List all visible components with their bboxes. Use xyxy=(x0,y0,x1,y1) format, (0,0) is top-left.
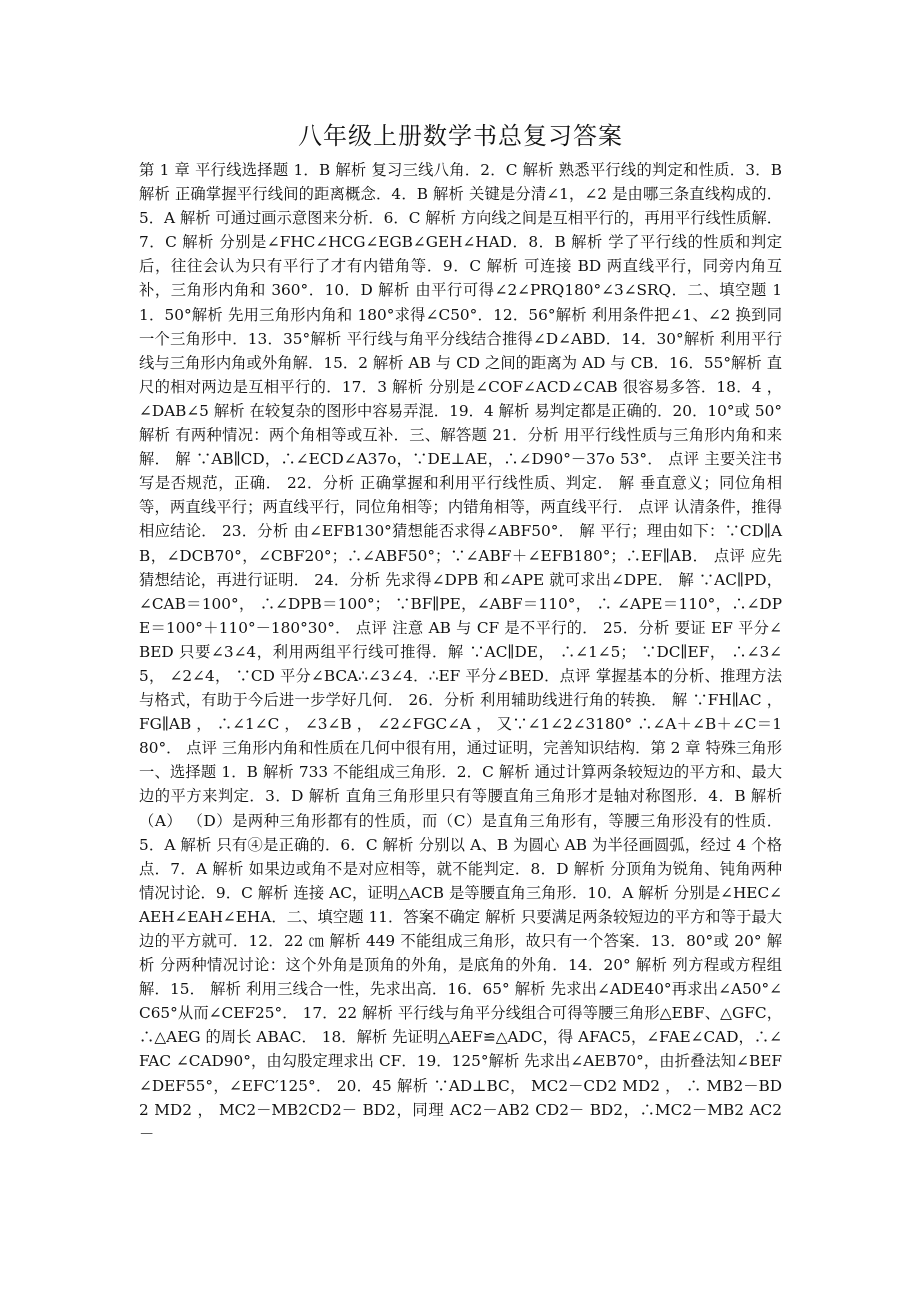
document-body: 第 1 章 平行线选择题 1．B 解析 复习三线八角．2．C 解析 熟悉平行线的判定和性质．3．B 解析 正确掌握平行线间的距离概念．4．B 解析 关键是分清∠1，∠2 是由哪三条直线构成的．5．A 解析 可通过画示意图来分析．6．C 解析 方向线之间是互相平行的，再用平行线性质解．7．C 解析 分别是∠FHC∠HCG∠EGB∠GEH∠HAD．8．B 解析 学了平行线的性质和判定后，往往会认为只有平行了才有内错角等．9．C 解析 可连接 BD 两直线平行，同旁内角互补，三角形内角和 360°．10．D 解析 由平行可得∠2∠PRQ180°∠3∠SRQ．二、填空题 11．50°解析 先用三角形内角和 180°求得∠C50°．12．56°解析 利用条件把∠1、∠2 换到同一个三角形中．13．35°解析 平行线与角平分线结合推得∠D∠ABD．14．30°解析 利用平行线与三角形内角或外角解．15．2 解析 AB 与 CD 之间的距离为 AD 与 CB．16．55°解析 直尺的相对两边是互相平行的．17．3 解析 分别是∠COF∠ACD∠CAB 很容易多答．18．4 ，∠DAB∠5 解析 在较复杂的图形中容易弄混．19．4 解析 易判定都是正确的．20．10°或 50°解析 有两种情况：两个角相等或互补．三、解答题 21．分析 用平行线性质与三角形内角和来解． 解 ∵AB∥CD，∴∠ECD∠A37o，∵DE⊥AE，∴∠D90°－37o 53°． 点评 主要关注书写是否规范，正确． 22．分析 正确掌握和利用平行线性质、判定． 解 垂直意义；同位角相等，两直线平行；两直线平行，同位角相等；内错角相等，两直线平行． 点评 认清条件，推得相应结论． 23．分析 由∠EFB130°猜想能否求得∠ABF50°． 解 平行；理由如下：∵CD∥AB，∠DCB70°，∠CBF20°；∴∠ABF50°；∵∠ABF＋∠EFB180°；∴EF∥AB． 点评 应先猜想结论，再进行证明． 24．分析 先求得∠DPB 和∠APE 就可求出∠DPE． 解 ∵AC∥PD， ∠CAB＝100°， ∴∠DPB＝100°； ∵BF∥PE，∠ABF＝110°， ∴ ∠APE＝110°，∴∠DPE＝100°＋110°－180°30°． 点评 注意 AB 与 CF 是不平行的． 25．分析 要证 EF 平分∠BED 只要∠3∠4，利用两组平行线可推得．解 ∵AC∥DE， ∴∠1∠5； ∵DC∥EF， ∴∠3∠5， ∠2∠4， ∵CD 平分∠BCA∴∠3∠4．∴EF 平分∠BED．点评 掌握基本的分析、推理方法与格式，有助于今后进一步学好几何． 26．分析 利用辅助线进行角的转换． 解 ∵FH∥AC ， FG∥AB ， ∴∠1∠C ， ∠3∠B ， ∠2∠FGC∠A ， 又∵∠1∠2∠3180° ∴∠A＋∠B＋∠C＝180°． 点评 三角形内角和性质在几何中很有用，通过证明，完善知识结构．第 2 章 特殊三角形一、选择题 1．B 解析 733 不能组成三角形．2．C 解析 通过计算两条较短边的平方和、最大边的平方来判定．3．D 解析 直角三角形里只有等腰直角三角形才是轴对称图形．4．B 解析 （A） （D）是两种三角形都有的性质，而（C）是直角三角形有，等腰三角形没有的性质．5．A 解析 只有④是正确的．6．C 解析 分别以 A、B 为圆心 AB 为半径画圆弧，经过 4 个格点．7．A 解析 如果边或角不是对应相等，就不能判定．8．D 解析 分顶角为锐角、钝角两种情况讨论．9．C 解析 连接 AC，证明△ACB 是等腰直角三角形．10．A 解析 分别是∠HEC∠AEH∠EAH∠EHA．二、填空题 11．答案不确定 解析 只要满足两条较短边的平方和等于最大边的平方就可．12．22 ㎝ 解析 449 不能组成三角形，故只有一个答案．13．80°或 20° 解析 分两种情况讨论：这个外角是顶角的外角，是底角的外角．14．20° 解析 列方程或方程组解．15． 解析 利用三线合一性，先求出高．16．65° 解析 先求出∠ADE40°再求出∠A50°∠C65°从而∠CEF25°． 17．22 解析 平行线与角平分线组合可得等腰三角形△EBF、△GFC，∴△AEG 的周长 ABAC． 18．解析 先证明△AEF≌△ADC，得 AFAC5，∠FAE∠CAD，∴∠FAC ∠CAD90°，由勾股定理求出 CF．19．125°解析 先求出∠AEB70°，由折叠法知∠BEF∠DEF55°，∠EFC′125°． 20．45 解析 ∵AD⊥BC， MC2－CD2 MD2 ， ∴ MB2－BD2 MD2 ， MC2－MB2CD2－ BD2，同理 AC2－AB2 CD2－ BD2，∴MC2－MB2 AC2－ xyxy=(139,161,782,1143)
document-title: 八年级上册数学书总复习答案 xyxy=(298,122,623,150)
